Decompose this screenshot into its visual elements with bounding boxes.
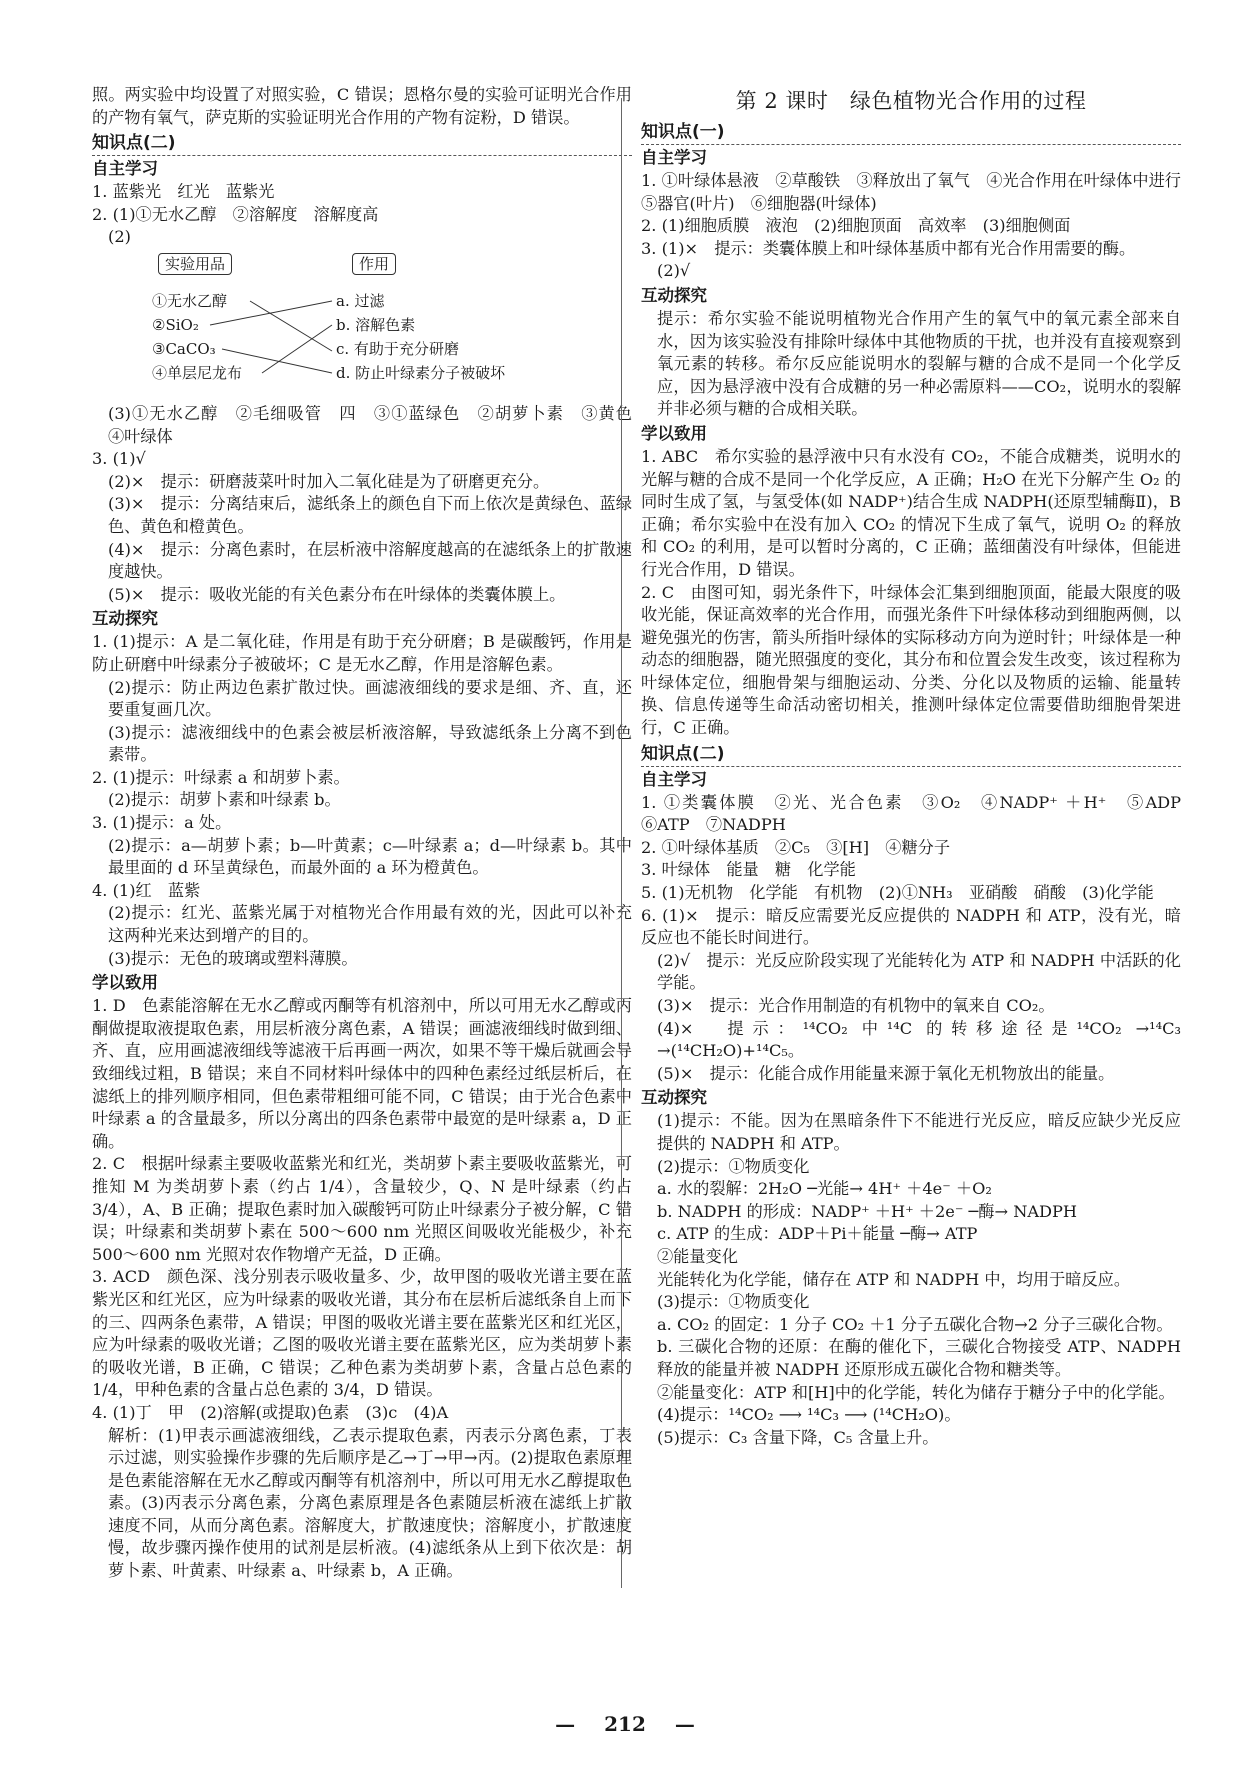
diagram-left-item: ②SiO₂ xyxy=(152,315,199,334)
page-number-dash-left: — xyxy=(555,1712,576,1736)
paragraph: 提示：希尔实验不能说明植物光合作用产生的氧气中的氧元素全部来自水，因为该实验没有排除叶绿体中其他物质的干扰，也并没有直接观察到氧元素的转移。希尔反应能说明水的裂解与糖的合成不是同一个化学反应，因为悬浮液中没有合成糖的另一种必需原料——CO₂，说明水的裂解并非必须与糖的合成相关联。 xyxy=(657,308,1181,419)
diagram-left-item: ④单层尼龙布 xyxy=(152,363,243,382)
paragraph: 3. (1)√ xyxy=(92,449,146,469)
paragraph: (3)①无水乙醇 ②毛细吸管 四 ③①蓝绿色 ②胡萝卜素 ③黄色 ④叶绿体 xyxy=(108,403,649,446)
diagram-right-item: c. 有助于充分研磨 xyxy=(336,339,459,358)
paragraph: (2) xyxy=(108,227,131,247)
diagram-left-item: ③CaCO₃ xyxy=(152,339,216,358)
paragraph: 2. (1)细胞质膜 液泡 (2)细胞顶面 高效率 (3)细胞侧面 xyxy=(641,216,1071,236)
subsection-heading: 学以致用 xyxy=(92,973,158,993)
paragraph: 2. (1)①无水乙醇 ②溶解度 溶解度高 xyxy=(92,204,379,224)
paragraph: 4. (1)丁 甲 (2)溶解(或提取)色素 (3)c (4)A xyxy=(92,1402,449,1422)
paragraph: 3. 叶绿体 能量 糖 化学能 xyxy=(641,860,856,880)
paragraph: (2)提示：防止两边色素扩散过快。画滤液细线的要求是细、齐、直，还要重复画几次。 xyxy=(108,677,632,720)
paragraph: (4)提示：¹⁴CO₂ ⟶ ¹⁴C₃ ⟶ (¹⁴CH₂O)。 xyxy=(657,1405,961,1425)
left-column xyxy=(92,84,649,1583)
paragraph: 2. (1)提示：叶绿素 a 和胡萝卜素。 xyxy=(92,767,350,787)
paragraph: (3)× 提示：光合作用制造的有机物中的氧来自 CO₂。 xyxy=(657,996,1055,1015)
paragraph: 1. ①类囊体膜 ②光、光合色素 ③O₂ ④NADP⁺ ＋H⁺ ⑤ADP ⑥ATP ⑦NADPH xyxy=(641,792,1198,835)
paragraph: 6. (1)× 提示：暗反应需要光反应提供的 NADPH 和 ATP，没有光，暗反应也不能长时间进行。 xyxy=(641,905,1181,948)
section-heading: 知识点(二) xyxy=(641,742,1181,767)
paragraph: 2. C 由图可知，弱光条件下，叶绿体会汇集到细胞顶面，能最大限度的吸收光能，保证高效率的光合作用，而强光条件下叶绿体移动到细胞两侧，以避免强光的伤害，箭头所指叶绿体的实际移动方向为逆时针；叶绿体是一种动态的细胞器，随光照强度的变化，其分布和位置会发生改变，该过程称为叶绿体定位，细胞骨架与细胞运动、分类、分化以及物质的运输、能量转换、信息传递等生命活动密切相关，推测叶绿体定位需要借助细胞骨架进行，C 正确。 xyxy=(641,582,1181,738)
section-heading: 知识点(二) xyxy=(92,131,632,156)
column-divider xyxy=(621,98,622,1588)
paragraph: (3)提示：①物质变化 xyxy=(657,1292,810,1312)
paragraph: 解析：(1)甲表示画滤液细线，乙表示提取色素，丙表示分离色素，丁表示过滤，则实验操作步骤的先后顺序是乙→丁→甲→丙。(2)提取色素原理是色素能溶解在无水乙醇或丙酮等有机溶剂中，所以可用无水乙醇提取色素。(3)丙表示分离色素，分离色素原理是各色素随层析液在滤纸上扩散速度不同，从而分离色素。溶解度大，扩散速度快；溶解度小，扩散速度慢，故步骤丙操作使用的试剂是层析液。(4)滤纸条从上到下依次是：胡萝卜素、叶黄素、叶绿素 a、叶绿素 b，A 正确。 xyxy=(108,1425,632,1581)
paragraph: b. 三碳化合物的还原：在酶的催化下，三碳化合物接受 ATP、NADPH 释放的能量并被 NADPH 还原形成五碳化合物和糖类等。 xyxy=(657,1337,1181,1379)
diagram-right-header: 作用 xyxy=(352,253,396,275)
paragraph: (2)提示：红光、蓝紫光属于对植物光合作用最有效的光，因此可以补充这两种光来达到增产的目的。 xyxy=(108,903,632,946)
paragraph: ②能量变化 xyxy=(657,1246,738,1266)
paragraph: (1)提示：不能。因为在黑暗条件下不能进行光反应，暗反应缺少光反应提供的 NADPH 和 ATP。 xyxy=(657,1111,1181,1153)
paragraph: b. NADPH 的形成：NADP⁺ ＋H⁺ ＋2e⁻ ─酶→ NADPH xyxy=(657,1201,1078,1221)
paragraph: 1. 蓝紫光 红光 蓝紫光 xyxy=(92,182,275,202)
page-number-value: 212 xyxy=(604,1712,646,1736)
paragraph: (2)提示：①物质变化 xyxy=(657,1156,810,1176)
paragraph: a. CO₂ 的固定：1 分子 CO₂ ＋1 分子五碳化合物→2 分子三碳化合物。 xyxy=(657,1314,1173,1334)
paragraph: 1. D 色素能溶解在无水乙醇或丙酮等有机溶剂中，所以可用无水乙醇或丙酮做提取液提取色素，用层析液分离色素，A 错误；画滤液细线时做到细、齐、直，应用画滤液细线等滤液干后再画一两次，如果不等干燥后就画会导致细线过粗，B 错误；来自不同材料叶绿体中的四种色素经过纸层析后，在滤纸上的排列顺序相同，但色素带粗细可能不同，C 错误；由于光合色素中叶绿素 a 的含量最多，所以分离出的四条色素带中最宽的是叶绿素 a，D 正确。 xyxy=(92,996,632,1151)
diagram-left-header: 实验用品 xyxy=(158,253,232,275)
paragraph: 1. (1)提示：A 是二氧化硅，作用是有助于充分研磨；B 是碳酸钙，作用是防止研磨中叶绿素分子被破坏；C 是无水乙醇，作用是溶解色素。 xyxy=(92,632,632,674)
materials-function-diagram xyxy=(152,251,512,401)
paragraph: a. 水的裂解：2H₂O ─光能→ 4H⁺ ＋4e⁻ ＋O₂ xyxy=(657,1179,992,1199)
paragraph: (2)√ xyxy=(657,261,691,281)
paragraph: (3)× 提示：分离结束后，滤纸条上的颜色自下而上依次是黄绿色、蓝绿色、黄色和橙黄色。 xyxy=(108,494,632,536)
subsection-heading: 互动探究 xyxy=(641,285,707,305)
paragraph: 1. ①叶绿体悬液 ②草酸铁 ③释放出了氧气 ④光合作用在叶绿体中进行 ⑤器官(叶片) ⑥细胞器(叶绿体) xyxy=(641,171,1198,213)
paragraph: 3. (1)× 提示：类囊体膜上和叶绿体基质中都有光合作用需要的酶。 xyxy=(641,238,1136,258)
paragraph: (2)提示：胡萝卜素和叶绿素 b。 xyxy=(108,790,341,810)
subsection-heading: 自主学习 xyxy=(641,148,707,167)
page-number-dash-right: — xyxy=(674,1712,695,1736)
paragraph: (4)× 提示：¹⁴CO₂ 中¹⁴C 的转移途径是¹⁴CO₂ →¹⁴C₃ →(¹⁴CH₂O)+¹⁴C₅。 xyxy=(657,1018,1181,1061)
paragraph: 1. ABC 希尔实验的悬浮液中只有水没有 CO₂，不能合成糖类，说明水的光解与糖的合成不是同一个化学反应，A 正确；H₂O 在光下分解产生 O₂ 的同时生成了氢，与氢受体(如 NADP⁺)结合生成 NADPH(还原型辅酶Ⅱ)，B 正确；希尔实验中在没有加入 CO₂ 的情况下生成了氧气，说明 O₂ 的释放和 CO₂ 的利用，是可以暂时分离的，C 正确；蓝细菌没有叶绿体，但能进行光合作用，D 错误。 xyxy=(641,446,1181,579)
diagram-right-item: b. 溶解色素 xyxy=(336,315,416,334)
paragraph: 2. ①叶绿体基质 ②C₅ ③[H] ④糖分子 xyxy=(641,837,951,857)
paragraph: (5)× 提示：吸收光能的有关色素分布在叶绿体的类囊体膜上。 xyxy=(108,584,566,604)
right-column xyxy=(641,84,1198,1449)
subsection-heading: 互动探究 xyxy=(641,1088,707,1108)
paragraph: 照。两实验中均设置了对照实验，C 错误；恩格尔曼的实验可证明光合作用的产物有氧气，萨克斯的实验证明光合作用的产物有淀粉，D 错误。 xyxy=(92,85,632,127)
section-heading: 知识点(一) xyxy=(641,120,1181,145)
paragraph: 光能转化为化学能，储存在 ATP 和 NADPH 中，均用于暗反应。 xyxy=(657,1269,1131,1289)
paragraph: 3. ACD 颜色深、浅分别表示吸收量多、少，故甲图的吸收光谱主要在蓝紫光区和红光区，应为叶绿素的吸收光谱，其分布在层析后滤纸条自上而下的三、四两条色素带，A 错误；甲图的吸收光谱主要在蓝紫光区和红光区，应为叶绿素的吸收光谱；乙图的吸收光谱主要在蓝紫光区，应为类胡萝卜素的吸收光谱，B 正确，C 错误；乙种色素为类胡萝卜素，含量占总色素的 1/4，甲种色素的含量占总色素的 3/4，D 错误。 xyxy=(92,1267,632,1400)
paragraph: c. ATP 的生成：ADP＋Pi＋能量 ─酶→ ATP xyxy=(657,1224,978,1244)
subsection-heading: 自主学习 xyxy=(92,159,158,179)
lesson-title: 第 2 课时 绿色植物光合作用的过程 xyxy=(735,89,1087,113)
paragraph: (2)提示：a—胡萝卜素；b—叶黄素；c—叶绿素 a；d—叶绿素 b。其中最里面的 d 环呈黄绿色，而最外面的 a 环为橙黄色。 xyxy=(108,835,632,878)
match-line-2 xyxy=(210,301,332,325)
paragraph: 4. (1)红 蓝紫 xyxy=(92,880,201,900)
paragraph: ②能量变化：ATP 和[H]中的化学能，转化为储存于糖分子中的化学能。 xyxy=(657,1382,1175,1402)
paragraph: (5)提示：C₃ 含量下降，C₅ 含量上升。 xyxy=(657,1427,939,1447)
paragraph: 5. (1)无机物 化学能 有机物 (2)①NH₃ 亚硝酸 硝酸 (3)化学能 xyxy=(641,883,1154,903)
paragraph: (3)提示：无色的玻璃或塑料薄膜。 xyxy=(108,948,358,968)
subsection-heading: 学以致用 xyxy=(641,423,707,443)
paragraph: (4)× 提示：分离色素时，在层析液中溶解度越高的在滤纸条上的扩散速度越快。 xyxy=(108,539,632,582)
paragraph: (2)√ 提示：光反应阶段实现了光能转化为 ATP 和 NADPH 中活跃的化学能。 xyxy=(657,950,1181,993)
page-number xyxy=(0,1712,1250,1736)
diagram-right-item: d. 防止叶绿素分子被破坏 xyxy=(336,363,506,382)
diagram-left-item: ①无水乙醇 xyxy=(152,291,228,310)
paragraph: (3)提示：滤液细线中的色素会被层析液溶解，导致滤纸条上分离不到色素带。 xyxy=(108,722,632,765)
paragraph: (5)× 提示：化能合成作用能量来源于氧化无机物放出的能量。 xyxy=(657,1063,1115,1083)
paragraph: 3. (1)提示：a 处。 xyxy=(92,813,232,833)
diagram-right-item: a. 过滤 xyxy=(336,291,385,310)
subsection-heading: 互动探究 xyxy=(92,609,158,629)
paragraph: (2)× 提示：研磨菠菜叶时加入二氧化硅是为了研磨更充分。 xyxy=(108,471,550,491)
match-line-1 xyxy=(250,301,332,351)
subsection-heading: 自主学习 xyxy=(641,769,707,789)
paragraph: 2. C 根据叶绿素主要吸收蓝紫光和红光，类胡萝卜素主要吸收蓝紫光，可推知 M 为类胡萝卜素（约占 1/4），含量较少，Q、N 是叶绿素（约占 3/4），A、B 正确；提取色素时加入碳酸钙可防止叶绿素分子被分解，C 错误；叶绿素和类胡萝卜素在 500～600 nm 光照区间吸收光能极少，补充 500～600 nm 光照对农作物增产无益，D 正确。 xyxy=(92,1154,632,1264)
